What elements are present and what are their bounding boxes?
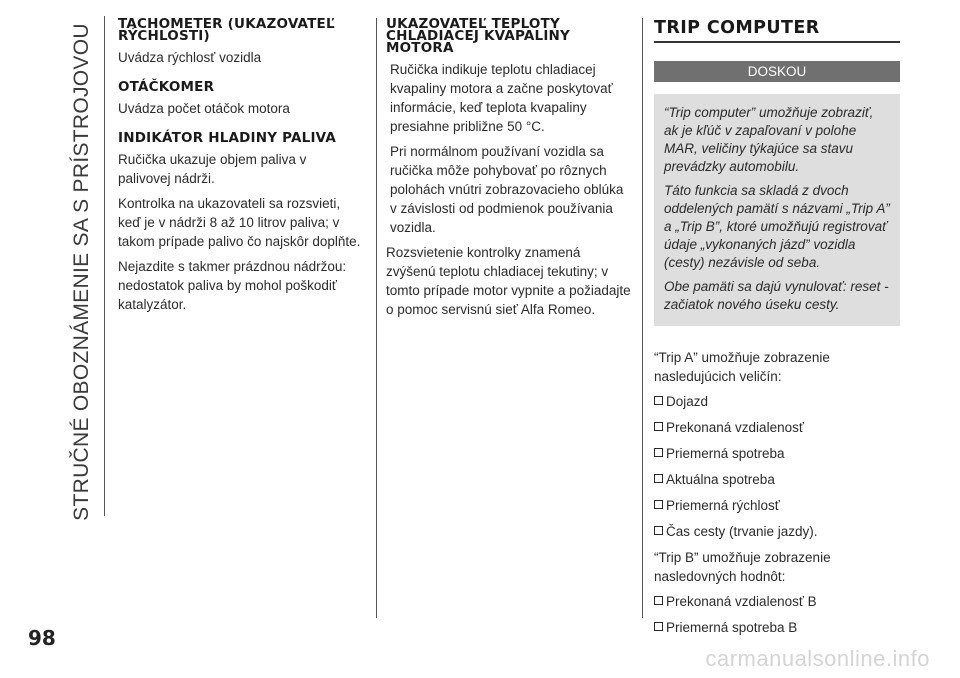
text-fuel-3: Nejazdite s takmer prázdnou nádržou: nedostatok paliva by mohol poškodiť katalyzátor.	[118, 259, 347, 312]
checkbox-icon	[654, 526, 663, 535]
checkbox-icon	[654, 396, 663, 405]
checkbox-icon	[654, 622, 663, 631]
checkbox-icon	[654, 474, 663, 483]
checkbox-icon	[654, 422, 663, 431]
column-divider-1	[376, 18, 377, 618]
text-tachometer: Uvádza rýchlosť vozidla	[118, 50, 262, 65]
heading-trip-computer: TRIP COMPUTER	[654, 18, 820, 38]
checkbox-icon	[654, 500, 663, 509]
text-temp-2: Pri normálnom používaní vozidla sa ručička môže pohybovať po rôznych polohách vnútri zobrazovacieho oblúka v závislosti od podmienok používania vozidla.	[390, 144, 624, 235]
heading-tachometer: TACHOMETER (UKAZOVATEĽ RÝCHLOSTI)	[118, 16, 335, 44]
column-1	[118, 18, 362, 320]
trip-a-list	[654, 392, 900, 541]
info-box-text-3: Obe pamäti sa dajú vynulovať: reset - začiatok nového úseku cesty.	[664, 279, 889, 312]
watermark: carmanualsonline.info	[705, 646, 930, 671]
column-3	[654, 18, 900, 644]
list-item: Priemerná spotreba	[654, 444, 900, 463]
heading-coolant-temp: UKAZOVATEĽ TEPLOTY CHLADIACEJ KVAPALINY MOTORA	[386, 16, 571, 56]
chapter-title: STRUČNÉ OBOZNÁMENIE SA S PRÍSTROJOVOU	[70, 23, 94, 521]
section-banner: DOSKOU	[654, 61, 900, 82]
trip-b-intro: “Trip B” umožňuje zobrazenie nasledovných hodnôt:	[654, 550, 831, 584]
list-item: Aktuálna spotreba	[654, 470, 900, 489]
chapter-divider	[104, 16, 105, 516]
trip-a-intro: “Trip A” umožňuje zobrazenie nasledujúcich veličín:	[654, 350, 830, 384]
list-item: Priemerná spotreba B	[654, 618, 900, 637]
text-fuel-2: Kontrolka na ukazovateli sa rozsvieti, keď je v nádrži 8 až 10 litrov paliva; v takom prípade palivo čo najskôr doplňte.	[118, 196, 361, 249]
trip-b-list	[654, 592, 900, 637]
column-divider-2	[642, 18, 643, 618]
info-box-text-1: “Trip computer” umožňuje zobraziť, ak je kľúč v zapaľovaní v polohe MAR, veličiny týkajúce sa stavu prevádzky automobilu.	[664, 105, 874, 174]
list-item: Čas cesty (trvanie jazdy).	[654, 522, 900, 541]
heading-rpm: OTÁČKOMER	[118, 79, 215, 95]
info-box	[654, 94, 900, 326]
text-temp-1: Ručička indikuje teplotu chladiacej kvapaliny motora a začne poskytovať informácie, keď teplota kvapaliny presiahne približne 50 °C.	[390, 62, 613, 134]
checkbox-icon	[654, 596, 663, 605]
heading-fuel: INDIKÁTOR HLADINY PALIVA	[118, 130, 337, 146]
heading-rule	[654, 41, 900, 43]
checkbox-icon	[654, 448, 663, 457]
info-box-text-2: Táto funkcia sa skladá z dvoch oddelených pamätí s názvami „Trip A” a „Trip B”, ktoré umožňujú registrovať údaje „vykonaných jázd” vozidla (cesty) nezávisle od seba.	[664, 183, 890, 270]
list-item: Dojazd	[654, 392, 900, 411]
text-temp-3: Rozsvietenie kontrolky znamená zvýšenú teplotu chladiacej tekutiny; v tomto prípade motor vypnite a požiadajte o pomoc servisnú sieť Alfa Romeo.	[386, 245, 631, 317]
column-2	[386, 18, 632, 325]
text-rpm: Uvádza počet otáčok motora	[118, 101, 290, 116]
chapter-sidebar	[52, 16, 112, 528]
list-item: Prekonaná vzdialenosť B	[654, 592, 900, 611]
page-number: 98	[28, 626, 56, 650]
text-fuel-1: Ručička ukazuje objem paliva v palivovej nádrži.	[118, 152, 307, 186]
list-item: Prekonaná vzdialenosť	[654, 418, 900, 437]
list-item: Priemerná rýchlosť	[654, 496, 900, 515]
